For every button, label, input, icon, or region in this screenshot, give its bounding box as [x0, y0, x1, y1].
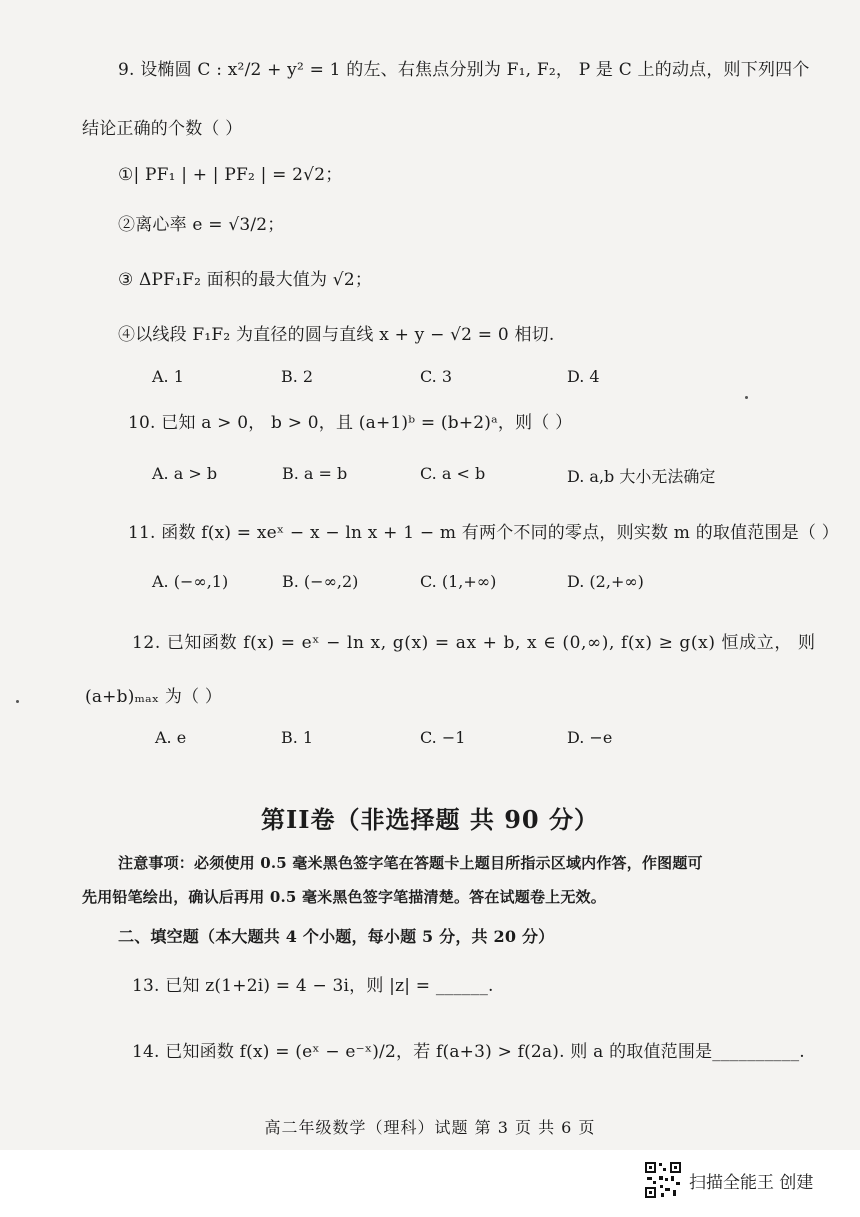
q9-option-a: A. 1: [152, 367, 184, 386]
scan-speck: [745, 396, 748, 399]
q9-stem-line2: 结论正确的个数（ ）: [82, 119, 243, 139]
q9-option-d: D. 4: [567, 367, 600, 386]
q13-stem: 13. 已知 z(1+2i) = 4 − 3i，则 |z| = ______.: [132, 976, 494, 996]
q12-option-d: D. −e: [567, 728, 613, 747]
q12-stem-line2: (a+b)ₘₐₓ 为（ ）: [85, 687, 223, 707]
q10-option-c: C. a < b: [420, 464, 486, 483]
scanner-watermark: [643, 1160, 813, 1200]
q9-option-b: B. 2: [281, 367, 314, 386]
q10-option-a: A. a > b: [152, 464, 218, 483]
notice-line2: 先用铅笔绘出，确认后再用 0.5 毫米黑色签字笔描清楚。答在试题卷上无效。: [82, 888, 606, 906]
q9-statement-4: ④以线段 F₁F₂ 为直径的圆与直线 x + y − √2 = 0 相切.: [118, 325, 555, 345]
q10-stem: 10. 已知 a > 0， b > 0，且 (a+1)ᵇ = (b+2)ᵃ，则（ ）: [128, 413, 573, 433]
q12-option-b: B. 1: [281, 728, 314, 747]
q11-option-d: D. (2,+∞): [567, 572, 644, 591]
page-footer: 高二年级数学（理科）试题 第 3 页 共 6 页: [264, 1118, 596, 1137]
q12-option-a: A. e: [155, 728, 187, 747]
q11-option-a: A. (−∞,1): [152, 572, 229, 591]
q9-stem-line1: 9. 设椭圆 C : x²/2 + y² = 1 的左、右焦点分别为 F₁, F₂， P 是 C 上的动点，则下列四个: [118, 60, 810, 80]
q9-statement-3: ③ ΔPF₁F₂ 面积的最大值为 √2；: [118, 270, 373, 290]
q11-option-b: B. (−∞,2): [282, 572, 359, 591]
qr-code-icon: [643, 1160, 683, 1200]
section-title: 第II卷（非选择题 共 90 分）: [261, 805, 599, 834]
q12-stem-line1: 12. 已知函数 f(x) = eˣ − ln x, g(x) = ax + b, x ∈ (0,∞), f(x) ≥ g(x) 恒成立， 则: [132, 633, 816, 653]
q11-stem: 11. 函数 f(x) = xeˣ − x − ln x + 1 − m 有两个不同的零点，则实数 m 的取值范围是（ ）: [128, 523, 839, 543]
q10-option-b: B. a = b: [282, 464, 348, 483]
q12-option-c: C. −1: [420, 728, 466, 747]
watermark-text: 扫描全能王 创建: [689, 1172, 814, 1193]
q11-option-c: C. (1,+∞): [420, 572, 497, 591]
scan-speck: [16, 700, 19, 703]
fill-in-header: 二、填空题（本大题共 4 个小题，每小题 5 分，共 20 分）: [118, 927, 555, 946]
q9-option-c: C. 3: [420, 367, 453, 386]
notice-line1: 注意事项：必须使用 0.5 毫米黑色签字笔在答题卡上题目所指示区域内作答，作图题可: [118, 854, 703, 872]
q10-option-d: D. a,b 大小无法确定: [567, 467, 716, 486]
q14-stem: 14. 已知函数 f(x) = (eˣ − e⁻ˣ)/2，若 f(a+3) > f(2a). 则 a 的取值范围是__________.: [132, 1042, 805, 1062]
q9-statement-1: ①| PF₁ | + | PF₂ | = 2√2；: [118, 165, 343, 185]
q9-statement-2: ②离心率 e = √3/2；: [118, 215, 285, 235]
